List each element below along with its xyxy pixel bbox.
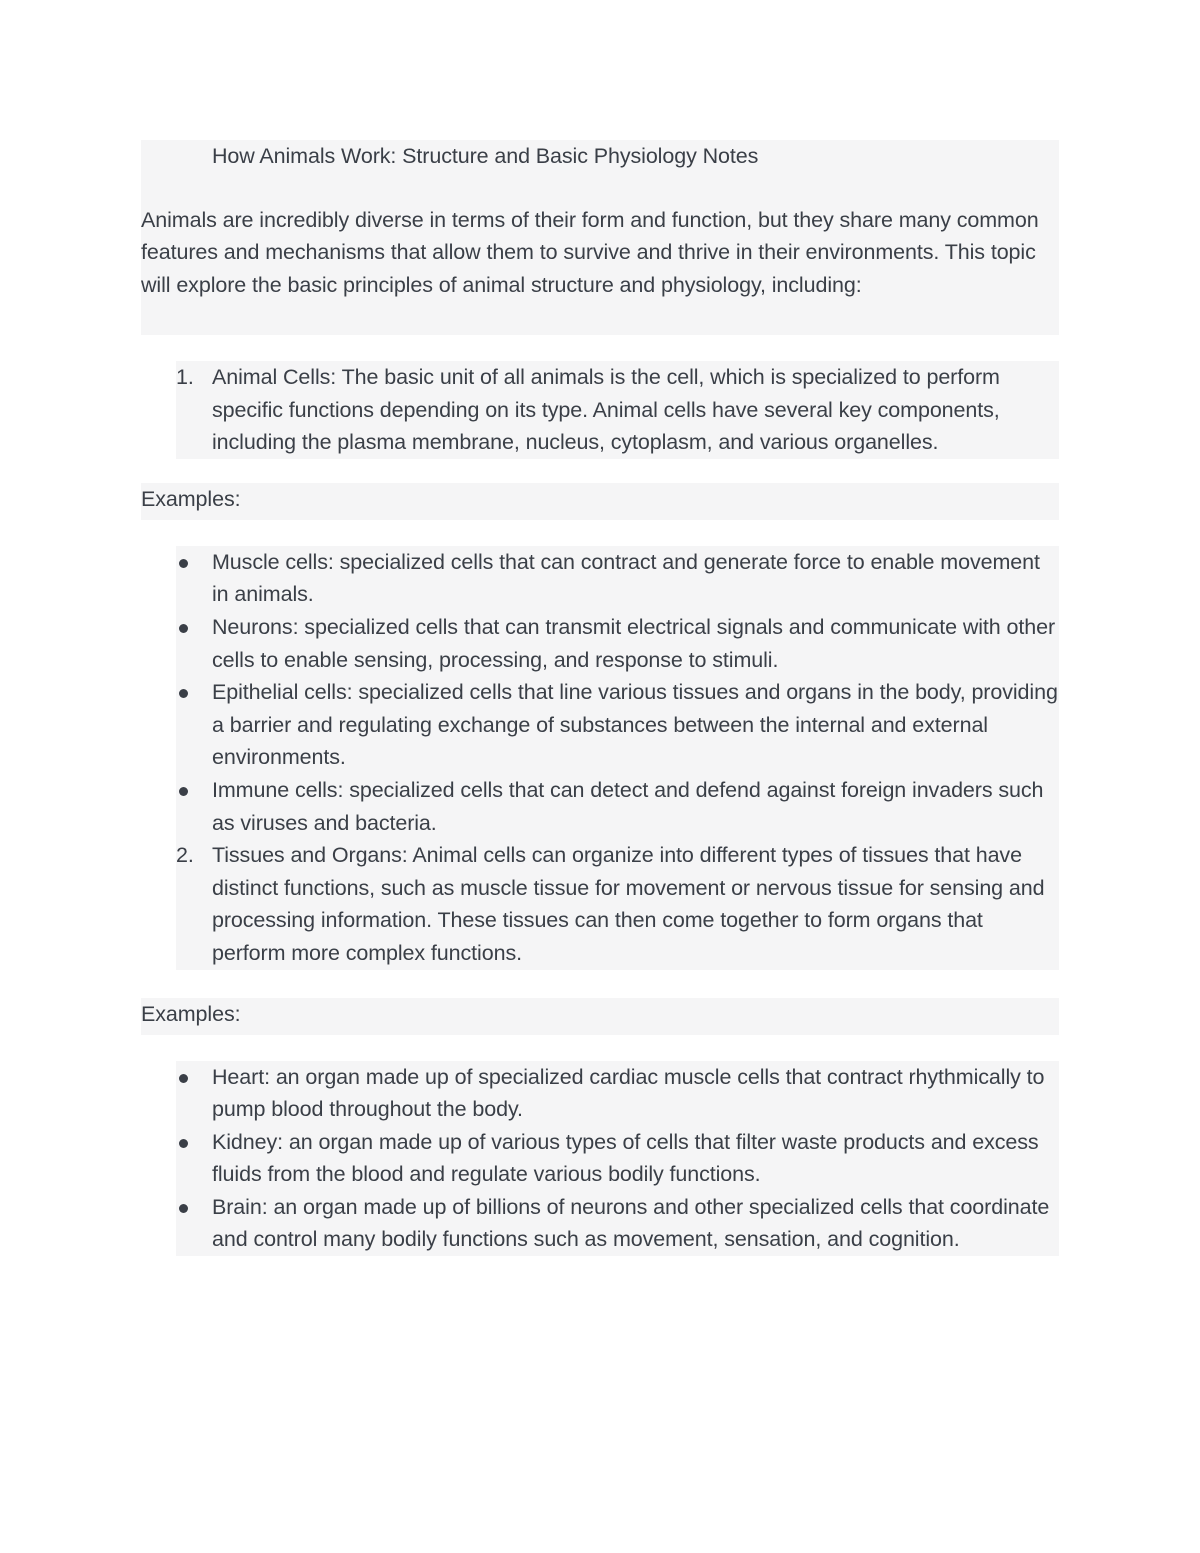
list-item bbox=[176, 676, 1059, 774]
bullet-icon bbox=[179, 1074, 188, 1083]
bullet-icon bbox=[179, 787, 188, 796]
list-item-text: Epithelial cells: specialized cells that line various tissues and organs in the body, providing a barrier and regulating exchange of substances between the internal and external environments. bbox=[212, 680, 1058, 770]
list-item-text: Muscle cells: specialized cells that can contract and generate force to enable movement in animals. bbox=[212, 549, 1040, 607]
list-item-text: Heart: an organ made up of specialized cardiac muscle cells that contract rhythmically to pump blood throughout the body. bbox=[212, 1064, 1045, 1122]
list-item bbox=[176, 1126, 1059, 1191]
list-number: 1. bbox=[176, 365, 194, 389]
numbered-item-text: Tissues and Organs: Animal cells can organize into different types of tissues that have distinct functions, such as muscle tissue for movement or nervous tissue for sensing and processing information. These tissues can then come together to form organs that perform more complex functions. bbox=[212, 843, 1045, 965]
list-item-text: Neurons: specialized cells that can transmit electrical signals and communicate with other cells to enable sensing, processing, and response to stimuli. bbox=[212, 614, 1056, 672]
section1-block bbox=[176, 361, 1059, 459]
numbered-item-2 bbox=[176, 839, 1059, 969]
bullet-icon bbox=[179, 1139, 188, 1148]
list-item-text: Brain: an organ made up of billions of neurons and other specialized cells that coordinate and control many bodily functions such as movement, sensation, and cognition. bbox=[212, 1194, 1050, 1252]
examples-label: Examples: bbox=[141, 998, 1059, 1035]
list-item bbox=[176, 1191, 1059, 1256]
examples2-list bbox=[176, 1061, 1059, 1257]
list-item bbox=[176, 611, 1059, 676]
list-number: 2. bbox=[176, 843, 194, 868]
title-intro-block bbox=[141, 140, 1059, 335]
list-item-text: Kidney: an organ made up of various types of cells that filter waste products and excess fluids from the blood and regulate various bodily functions. bbox=[212, 1129, 1039, 1187]
bullet-icon bbox=[179, 559, 188, 568]
numbered-item-1 bbox=[176, 361, 1059, 459]
examples-label: Examples: bbox=[141, 483, 1059, 520]
list-item-text: Immune cells: specialized cells that can detect and defend against foreign invaders such as viruses and bacteria. bbox=[212, 777, 1044, 835]
document-title: How Animals Work: Structure and Basic Physiology Notes bbox=[212, 144, 759, 168]
intro-paragraph: Animals are incredibly diverse in terms of their form and function, but they share many common features and mechanisms that allow them to survive and thrive in their environments. This topic will explore the basic principles of animal structure and physiology, including: bbox=[141, 207, 1039, 297]
list-item bbox=[176, 774, 1059, 839]
list-item bbox=[176, 1061, 1059, 1126]
examples1-list bbox=[176, 546, 1059, 970]
document-content bbox=[141, 140, 1059, 1256]
bullet-icon bbox=[179, 624, 188, 633]
bullet-icon bbox=[179, 689, 188, 698]
list-item bbox=[176, 546, 1059, 611]
numbered-item-text: Animal Cells: The basic unit of all animals is the cell, which is specialized to perform specific functions depending on its type. Animal cells have several key components, including the plasma membrane, nucleus, cytoplasm, and various organelles. bbox=[212, 365, 1000, 455]
bullet-icon bbox=[179, 1204, 188, 1213]
